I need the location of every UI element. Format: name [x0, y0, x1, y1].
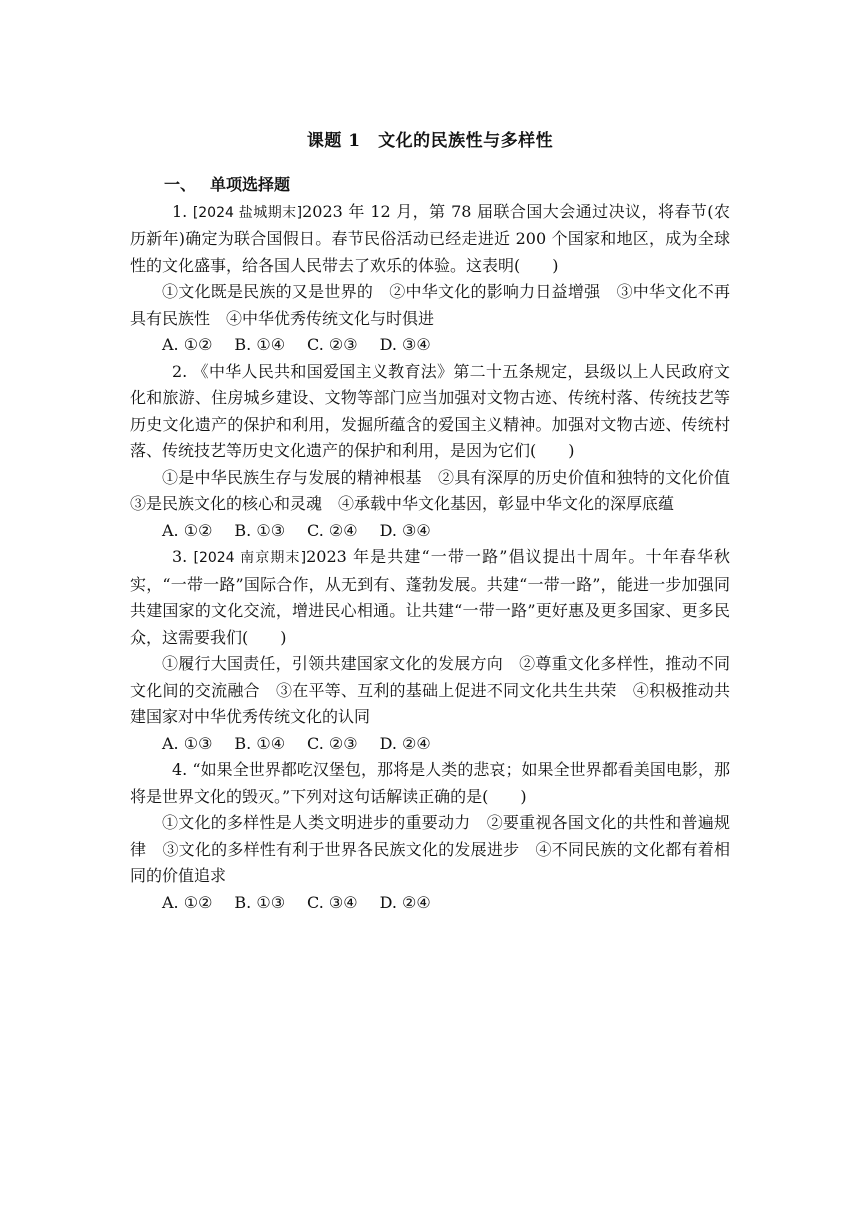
answer-options [130, 518, 730, 545]
question-source: [2024 盐城期末] [192, 204, 303, 221]
question-statements: ①文化既是民族的又是世界的 ②中华文化的影响力日益增强 ③中华文化不再具有民族性 ④中华优秀传统文化与时俱进 [130, 282, 730, 328]
option-a: A. ①② [162, 335, 213, 354]
question-number: 4. [172, 760, 193, 779]
option-b: B. ①③ [234, 520, 286, 540]
option-a: A. ①② [162, 892, 213, 912]
answer-options [130, 731, 730, 758]
option-c: C. ②③ [307, 733, 358, 753]
question-number: 1. [172, 201, 193, 221]
option-d: D. ②④ [379, 733, 431, 753]
question-4 [130, 757, 730, 916]
answer-options [130, 890, 730, 917]
question-stem [130, 199, 730, 280]
section-label: 单项选择题 [210, 175, 291, 194]
question-statements: ①履行大国责任，引领共建国家文化的发展方向 ②尊重文化多样性，推动不同文化间的交流融合 ③在平等、互利的基础上促进不同文化共生共荣 ④积极推动共建国家对中华优秀传统文化的认同 [130, 654, 730, 726]
option-b: B. ①④ [234, 733, 286, 753]
question-number: 3. [172, 547, 194, 566]
page-title: 课题 1 文化的民族性与多样性 [306, 131, 554, 151]
option-a: A. ①② [162, 520, 213, 540]
option-d: D. ③④ [379, 520, 431, 540]
question-stem [130, 757, 730, 810]
question-stem [130, 544, 730, 651]
option-c: C. ②④ [307, 520, 358, 540]
option-b: B. ①④ [234, 335, 286, 354]
question-number: 2. [172, 361, 193, 381]
document-content [130, 172, 747, 916]
question-3 [130, 544, 730, 757]
question-stem [130, 359, 730, 465]
answer-options [130, 332, 730, 359]
option-c: C. ③④ [307, 892, 358, 912]
question-statements: ①是中华民族生存与发展的精神根基 ②具有深厚的历史价值和独特的文化价值 ③是民族文化的核心和灵魂 ④承载中华文化基因，彰显中华文化的深厚底蕴 [130, 467, 747, 513]
question-text: 《中华人民共和国爱国主义教育法》第二十五条规定，县级以上人民政府文化和旅游、住房城乡建设、文物等部门应当加强对文物古迹、传统村落、传统技艺等历史文化遗产的保护和利用，发掘所蕴含的爱国主义精神。加强对文物古迹、传统村落、传统技艺等历史文化遗产的保护和利用，是因为它们( ) [130, 361, 730, 460]
question-source: [2024 南京期末] [193, 550, 307, 566]
question-text: 2023 年 12 月，第 78 届联合国大会通过决议，将春节(农历新年)确定为联合国假日。春节民俗活动已经走进近 200 个国家和地区，成为全球性的文化盛事，给各国人民带去了欢乐的体验。这表明( ) [130, 201, 730, 275]
question-1 [130, 199, 730, 359]
option-c: C. ②③ [307, 335, 358, 354]
option-d: D. ②④ [379, 892, 431, 912]
option-d: D. ③④ [379, 335, 431, 354]
option-a: A. ①③ [162, 733, 213, 753]
question-statements: ①文化的多样性是人类文明进步的重要动力 ②要重视各国文化的共性和普遍规律 ③文化的多样性有利于世界各民族文化的发展进步 ④不同民族的文化都有着相同的价值追求 [130, 813, 730, 885]
section-heading [130, 172, 730, 199]
option-b: B. ①③ [234, 892, 286, 912]
question-2 [130, 359, 747, 545]
section-number: 一、 [164, 175, 197, 194]
question-text: 2023 年是共建“一带一路”倡议提出十周年。十年春华秋实，“一带一路”国际合作，从无到有、蓬勃发展。共建“一带一路”，能进一步加强同共建国家的文化交流，增进民心相通。让共建“一带一路”更好惠及更多国家、更多民众，这需要我们( ) [130, 547, 730, 647]
question-text: “如果全世界都吃汉堡包，那将是人类的悲哀；如果全世界都看美国电影，那将是世界文化的毁灭。”下列对这句话解读正确的是( ) [130, 760, 730, 806]
